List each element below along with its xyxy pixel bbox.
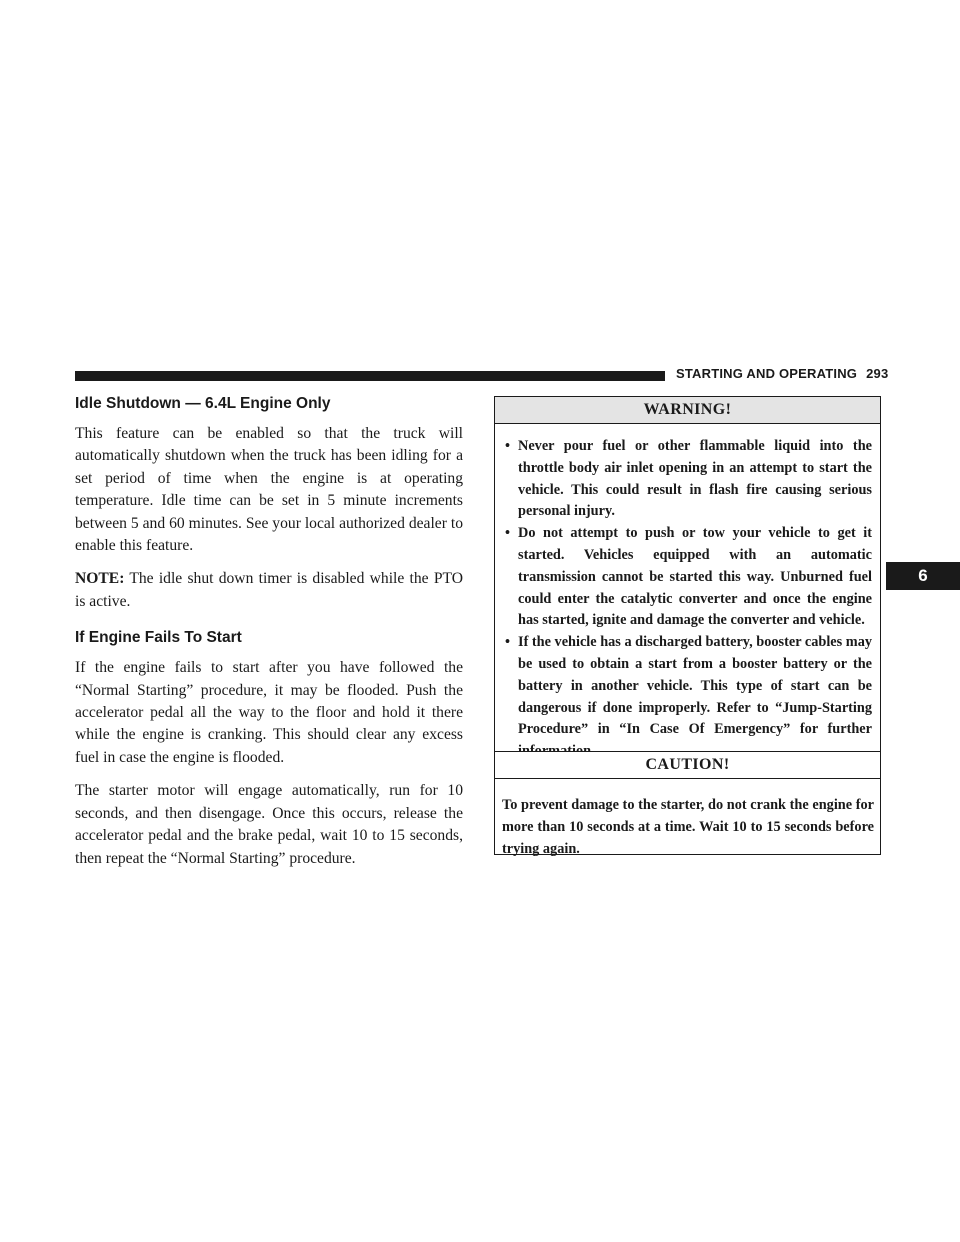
bullet-icon: • (505, 525, 511, 542)
chapter-tab: 6 (886, 562, 960, 590)
section-title: STARTING AND OPERATING (676, 366, 858, 381)
heading-idle-shutdown: Idle Shutdown — 6.4L Engine Only (75, 395, 331, 412)
caution-box (494, 751, 881, 855)
caution-text: To prevent damage to the starter, do not crank the engine for more than 10 seconds at a time. Wait 10 to 15 seconds before trying again. (502, 797, 874, 857)
bullet-icon: • (505, 634, 511, 651)
heading-engine-fails: If Engine Fails To Start (75, 629, 242, 647)
paragraph-flooded: If the engine fails to start after you have followed the “Normal Starting” procedure, it may be flooded. Push the accelerator pedal all the way to the floor and hold it there while the engine is cranking. This should clear any excess fuel in case the engine is flooded. (75, 659, 463, 766)
page-number: 293 (866, 366, 889, 381)
paragraph-idle-shutdown: This feature can be enabled so that the truck will automatically shutdown when the truck has been idling for a set period of time when the engine is at operating temperature. Idle time can be set in 5 minute increments between 5 and 60 minutes. See your local authorized dealer to enable this feature. (75, 425, 463, 555)
paragraph-starter-motor: The starter motor will engage automatically, run for 10 seconds, and then disengage. Once this occurs, release the accelerator pedal and the brake pedal, wait 10 to 15 seconds, then repeat the “Normal Starting” procedure. (75, 782, 463, 867)
note-label: NOTE: (75, 570, 125, 588)
warning-list (495, 424, 880, 763)
list-item: • Do not attempt to push or tow your vehicle to get it started. Vehicles equipped with an automatic transmission cannot be started this way. Unburned fuel could enter the catalytic converter and once the engine has started, ignite and damage the converter and vehicle. (505, 525, 872, 629)
note-paragraph (75, 568, 463, 613)
note-text: The idle shut down timer is disabled while the PTO is active. (75, 570, 463, 610)
caution-title: CAUTION! (495, 752, 880, 779)
warning-title: WARNING! (495, 397, 880, 424)
list-item: • Never pour fuel or other flammable liquid into the throttle body air inlet opening in an attempt to start the vehicle. This could result in flash fire causing serious personal injury. (505, 438, 872, 520)
list-item: • If the vehicle has a discharged battery, booster cables may be used to obtain a start from a booster battery or the battery in another vehicle. This type of start can be dangerous if done improperly. Refer to “Jump-Starting Procedure” in “In Case Of Emergency” for further (505, 634, 872, 738)
warning-box (494, 396, 881, 774)
left-column (75, 395, 463, 881)
header-rule (75, 371, 665, 381)
running-header (676, 366, 888, 381)
bullet-icon: • (505, 438, 511, 454)
